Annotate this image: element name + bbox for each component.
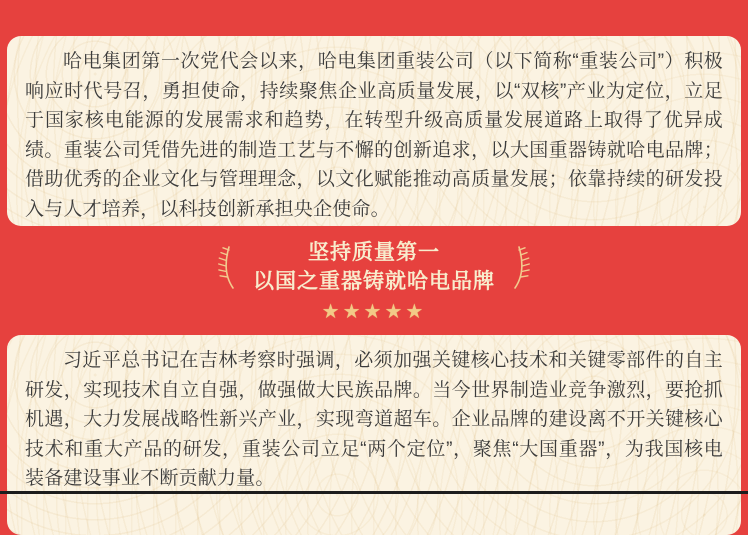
- body-card: [7, 335, 741, 535]
- intro-card: [7, 36, 741, 226]
- body-paragraph: 习近平总书记在吉林考察时强调，必须加强关键核心技术和关键零部件的自主研发，实现技术自立自强，做强做大民族品牌。当今世界制造业竞争激烈，要抢抓机遇，大力发展战略性新兴产业，实现弯道超车。企业品牌的建设离不开关键核心技术和重大产品的研发，重装公司立足“两个定位”，聚焦“大国重器”，为我国核电装备建设事业不断贡献力量。: [25, 350, 723, 490]
- quote-block: [0, 226, 748, 335]
- intro-paragraph: 哈电集团第一次党代会以来，哈电集团重装公司（以下简称“重装公司”）积极响应时代号召，勇担使命，持续聚焦企业高质量发展，以“双核”产业为定位，立足于国家核电能源的发展需求和趋势，在转型升级高质量发展道路上取得了优异成绩。重装公司凭借先进的制造工艺与不懈的创新追求，以大国重器铸就哈电品牌；借助优秀的企业文化与管理理念，以文化赋能推动高质量发展；依靠持续的研发投入与人才培养，以科技创新承担央企使命。: [25, 51, 723, 220]
- quote-line-1: 坚持质量第一: [308, 241, 440, 264]
- quote-line-2: 以国之重器铸就哈电品牌: [253, 270, 495, 293]
- wheat-left-icon: [217, 244, 239, 290]
- wheat-right-icon: [509, 244, 531, 290]
- rating-stars: ★★★★★: [321, 301, 427, 323]
